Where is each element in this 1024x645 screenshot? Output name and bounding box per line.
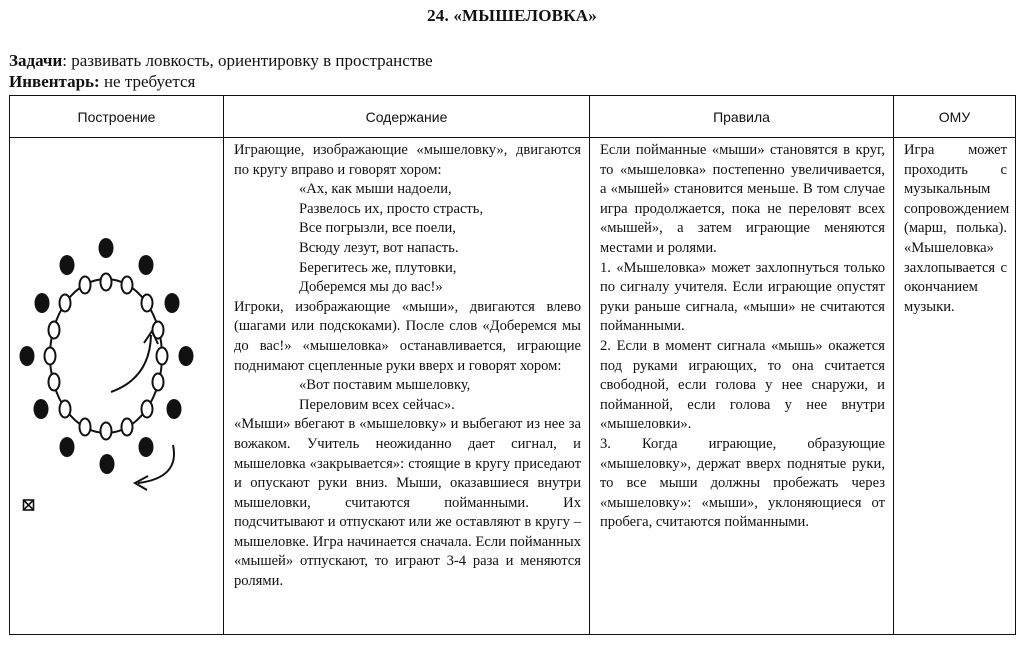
verse-line: «Ах, как мыши надоели, — [299, 181, 452, 198]
rules-paragraph: 2. Если в момент сигнала «мышь» окажется под руками играющих, то она считается свободной, если голова у нее снаружи, и пойманной, если голова у нее внутри «мышеловки». — [600, 337, 885, 433]
teacher-icon — [24, 500, 34, 510]
table-body-row — [10, 138, 1016, 635]
inventory-line — [9, 72, 195, 92]
rules-cell — [590, 138, 894, 635]
verse-line: Переловим всех сейчас». — [299, 396, 455, 413]
omu-cell — [894, 138, 1016, 635]
verse-line: Развелось их, просто страсть, — [299, 200, 484, 217]
player-mark — [60, 295, 71, 312]
player-mark — [122, 419, 133, 436]
inventory-text: не требуется — [99, 72, 196, 91]
player-mark — [157, 348, 168, 365]
player-mark — [49, 322, 60, 339]
content-cell — [224, 138, 590, 635]
tasks-line — [9, 51, 433, 71]
mouse-dot — [99, 238, 114, 258]
player-mark — [142, 401, 153, 418]
inventory-label: Инвентарь: — [9, 72, 100, 91]
header-rules: Правила — [590, 96, 894, 138]
mouse-dot — [165, 293, 180, 313]
mouse-dot — [100, 454, 115, 474]
construction-cell — [10, 138, 224, 635]
verse-line: Всюду лезут, вот напасть. — [299, 239, 459, 256]
mouse-dot — [35, 293, 50, 313]
mouse-dot — [179, 346, 194, 366]
omu-text — [894, 138, 1015, 317]
mouse-dot — [167, 399, 182, 419]
content-text — [224, 138, 589, 592]
header-omu: ОМУ — [894, 96, 1016, 138]
mouse-dot — [60, 437, 75, 457]
mouse-dot — [139, 255, 154, 275]
verse-line: Доберемся мы до вас!» — [299, 279, 443, 296]
header-construction: Построение — [10, 96, 224, 138]
player-mark — [80, 277, 91, 294]
rules-text — [590, 138, 893, 533]
player-mark — [142, 295, 153, 312]
content-paragraph: Играющие, изображающие «мышеловку», двигаются по кругу вправо и говорят хором: — [234, 142, 581, 178]
page-title: 24. «МЫШЕЛОВКА» — [427, 6, 597, 25]
verse-line: Берегитесь же, плутовки, — [299, 259, 457, 276]
mouse-dot — [139, 437, 154, 457]
player-mark — [49, 374, 60, 391]
formation-diagram — [10, 138, 222, 634]
tasks-label: Задачи — [9, 51, 63, 70]
player-mark — [101, 274, 112, 291]
player-mark — [153, 374, 164, 391]
player-mark — [101, 423, 112, 440]
omu-paragraph: Игра может проходить с музыкальным сопровождением (марш, полька). «Мышеловка» захлопывается с окончанием музыки. — [904, 142, 1010, 315]
player-mark — [45, 348, 56, 365]
content-paragraph: Игроки, изображающие «мыши», двигаются влево (шагами или подскоками). После слов «Доберемся мы до вас!» «мышеловка» останавливается, играющие поднимают сцепленные руки вверх и говорят хором: — [234, 298, 581, 374]
verse-line: Все погрызли, все поели, — [299, 220, 456, 237]
content-paragraph: «Мыши» вбегают в «мышеловку» и выбегают из нее за вожаком. Учитель неожиданно дает сигнал, и мышеловка «закрывается»: стоящие в кругу приседают и опускают руки вниз. Мыши, оказавшиеся внутри мышеловки, считаются пойманными. Их подсчитывают и отпускают или же оставляют в кругу – мышеловке. Игра начинается сначала. Если пойманных «мышей» отпускают, то играют 3-4 раза и меняются ролями. — [234, 416, 581, 590]
header-content: Содержание — [224, 96, 590, 138]
player-mark — [60, 401, 71, 418]
mouse-dot — [34, 399, 49, 419]
verse-line: «Вот поставим мышеловку, — [299, 377, 471, 394]
rules-paragraph: Если пойманные «мыши» становятся в круг, то «мышеловка» постепенно увеличивается, а «мышей» становится меньше. В том случае игра продолжается, пока не переловят всех «мышей», а затем играющие меняются местами и ролями. — [600, 142, 885, 256]
rules-paragraph: 3. Когда играющие, образующие «мышеловку», держат вверх поднятые руки, то все мыши должны пробежать через «мышеловку»: «мыши», уклоняющиеся от пробега, считаются пойманными. — [600, 435, 885, 531]
tasks-text: : развивать ловкость, ориентировку в пространстве — [62, 51, 433, 70]
table-header-row — [10, 96, 1016, 138]
mouse-dot — [60, 255, 75, 275]
inner-arrow — [111, 335, 151, 392]
player-mark — [80, 419, 91, 436]
trap-players — [45, 274, 168, 440]
mouse-dot — [20, 346, 35, 366]
rules-paragraph: 1. «Мышеловка» может захлопнуться только по сигналу учителя. Если играющие опустят руки раньше сигнала, «мыши» не считаются пойманными. — [600, 259, 885, 335]
game-table — [9, 95, 1016, 635]
player-mark — [122, 277, 133, 294]
